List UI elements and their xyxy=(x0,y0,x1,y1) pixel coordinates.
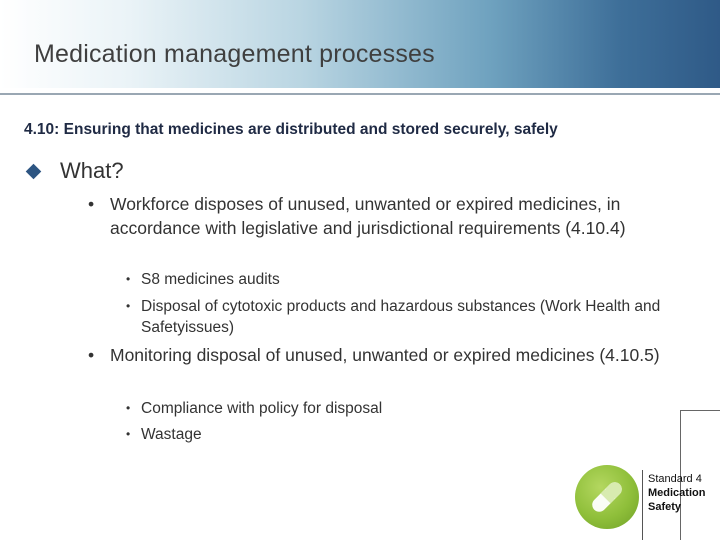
bullet-dot-icon: • xyxy=(88,345,95,365)
pill-icon-graphic xyxy=(575,465,639,529)
bullet-dot-icon: • xyxy=(126,272,131,286)
level1-bullet-text: What? xyxy=(60,158,124,183)
sub-bullet-text: S8 medicines audits xyxy=(141,271,280,288)
header-banner xyxy=(0,0,720,88)
standard-name-line2: Safety xyxy=(648,501,682,513)
bullet-dot-icon: • xyxy=(88,194,95,214)
page-title: Medication management processes xyxy=(34,40,435,68)
header-divider xyxy=(0,93,720,95)
standard-name-line1: Medication xyxy=(648,487,706,499)
bullet-dot-icon: • xyxy=(126,401,131,415)
standard-number: Standard 4 xyxy=(648,473,702,485)
section-subtitle: 4.10: Ensuring that medicines are distributed and stored securely, safely xyxy=(24,121,558,138)
diamond-bullet-icon xyxy=(26,164,42,180)
bullet-dot-icon: • xyxy=(126,299,131,313)
sub-bullet-text: Disposal of cytotoxic products and hazardous substances (Work Health and Safetyissues) xyxy=(141,298,661,336)
standard-label xyxy=(648,472,705,514)
pill-icon xyxy=(575,465,639,529)
sub-bullet-text: Compliance with policy for disposal xyxy=(141,400,383,417)
corner-frame-line xyxy=(680,410,720,411)
badge-divider xyxy=(642,470,643,540)
bullet-text: Monitoring disposal of unused, unwanted or expired medicines (4.10.5) xyxy=(110,345,660,365)
sub-bullet-text: Wastage xyxy=(141,426,202,443)
bullet-text: Workforce disposes of unused, unwanted or expired medicines, in accordance with legislative and jurisdictional requirements (4.10.4) xyxy=(110,194,626,238)
bullet-dot-icon: • xyxy=(126,427,131,441)
